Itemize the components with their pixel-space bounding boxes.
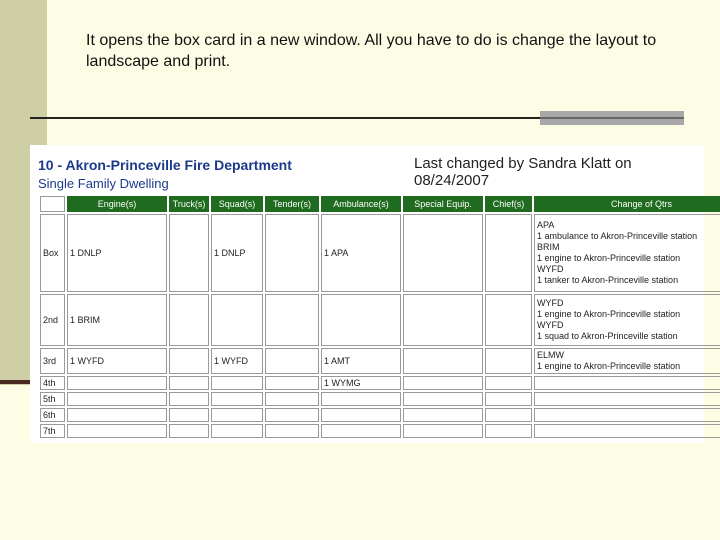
ambulance-cell	[321, 408, 401, 422]
change-of-qtrs-cell	[534, 376, 720, 390]
squad-cell: 1 DNLP	[211, 214, 263, 292]
special-equip-cell	[403, 392, 483, 406]
row-label: 3rd	[40, 348, 65, 374]
change-of-qtrs-cell	[534, 294, 720, 346]
ambulance-cell: 1 AMT	[321, 348, 401, 374]
tender-cell	[265, 294, 319, 346]
ambulance-cell	[321, 392, 401, 406]
row-label: 2nd	[40, 294, 65, 346]
truck-cell	[169, 392, 209, 406]
qtrs-line: 1 tanker to Akron-Princeville station	[537, 275, 679, 285]
header-special-equip: Special Equip.	[403, 196, 483, 212]
header-chiefs: Chief(s)	[485, 196, 532, 212]
squad-cell	[211, 294, 263, 346]
table-row	[40, 294, 720, 346]
header-blank	[40, 196, 65, 212]
table-row	[40, 392, 720, 406]
qtrs-line: ELMW	[537, 350, 564, 360]
qtrs-line: BRIM	[537, 242, 560, 252]
row-label: 6th	[40, 408, 65, 422]
chief-cell	[485, 294, 532, 346]
slide-rule-accent	[540, 111, 684, 125]
special-equip-cell	[403, 294, 483, 346]
chief-cell	[485, 408, 532, 422]
engine-cell	[67, 408, 167, 422]
chief-cell	[485, 392, 532, 406]
special-equip-cell	[403, 348, 483, 374]
table-row	[40, 408, 720, 422]
truck-cell	[169, 348, 209, 374]
last-changed-text: Last changed by Sandra Klatt on 08/24/2007	[414, 155, 632, 189]
engine-cell: 1 DNLP	[67, 214, 167, 292]
tender-cell	[265, 214, 319, 292]
row-label: Box	[40, 214, 65, 292]
engine-cell: 1 BRIM	[67, 294, 167, 346]
truck-cell	[169, 294, 209, 346]
ambulance-cell: 1 APA	[321, 214, 401, 292]
page-subtitle: Single Family Dwelling	[38, 176, 169, 191]
squad-cell	[211, 424, 263, 438]
qtrs-line: WYFD	[537, 264, 564, 274]
engine-cell	[67, 376, 167, 390]
table-row	[40, 214, 720, 292]
row-label: 7th	[40, 424, 65, 438]
row-label: 5th	[40, 392, 65, 406]
tender-cell	[265, 392, 319, 406]
qtrs-line: 1 engine to Akron-Princeville station	[537, 309, 681, 319]
chief-cell	[485, 214, 532, 292]
table-row	[40, 424, 720, 438]
table-row	[40, 348, 720, 374]
change-of-qtrs-cell	[534, 424, 720, 438]
change-of-qtrs-cell	[534, 348, 720, 374]
special-equip-cell	[403, 376, 483, 390]
slide-caption: It opens the box card in a new window. All you have to do is change the layout to landscape and print.	[86, 32, 657, 70]
chief-cell	[485, 376, 532, 390]
header-ambulances: Ambulance(s)	[321, 196, 401, 212]
truck-cell	[169, 376, 209, 390]
page-title: 10 - Akron-Princeville Fire Department	[38, 157, 292, 173]
box-card-table	[38, 194, 720, 440]
squad-cell	[211, 376, 263, 390]
ambulance-cell: 1 WYMG	[321, 376, 401, 390]
special-equip-cell	[403, 408, 483, 422]
qtrs-line: WYFD	[537, 320, 564, 330]
header-trucks: Truck(s)	[169, 196, 209, 212]
engine-cell	[67, 392, 167, 406]
header-change-of-qtrs: Change of Qtrs	[534, 196, 720, 212]
qtrs-line: WYFD	[537, 298, 564, 308]
header-tenders: Tender(s)	[265, 196, 319, 212]
change-of-qtrs-cell	[534, 408, 720, 422]
row-label: 4th	[40, 376, 65, 390]
header-engines: Engine(s)	[67, 196, 167, 212]
chief-cell	[485, 424, 532, 438]
qtrs-line: APA	[537, 220, 555, 230]
header-squads: Squad(s)	[211, 196, 263, 212]
special-equip-cell	[403, 424, 483, 438]
tender-cell	[265, 376, 319, 390]
squad-cell: 1 WYFD	[211, 348, 263, 374]
qtrs-line: 1 engine to Akron-Princeville station	[537, 361, 681, 371]
table-row	[40, 376, 720, 390]
tender-cell	[265, 408, 319, 422]
box-card-screenshot	[30, 145, 704, 443]
tender-cell	[265, 348, 319, 374]
qtrs-line: 1 ambulance to Akron-Princeville station	[537, 231, 698, 241]
chief-cell	[485, 348, 532, 374]
engine-cell	[67, 424, 167, 438]
qtrs-line: 1 squad to Akron-Princeville station	[537, 331, 678, 341]
ambulance-cell	[321, 424, 401, 438]
change-of-qtrs-cell	[534, 392, 720, 406]
truck-cell	[169, 214, 209, 292]
truck-cell	[169, 408, 209, 422]
squad-cell	[211, 408, 263, 422]
table-header-row	[40, 196, 720, 212]
tender-cell	[265, 424, 319, 438]
engine-cell: 1 WYFD	[67, 348, 167, 374]
truck-cell	[169, 424, 209, 438]
special-equip-cell	[403, 214, 483, 292]
squad-cell	[211, 392, 263, 406]
qtrs-line: 1 engine to Akron-Princeville station	[537, 253, 681, 263]
change-of-qtrs-cell	[534, 214, 720, 292]
ambulance-cell	[321, 294, 401, 346]
